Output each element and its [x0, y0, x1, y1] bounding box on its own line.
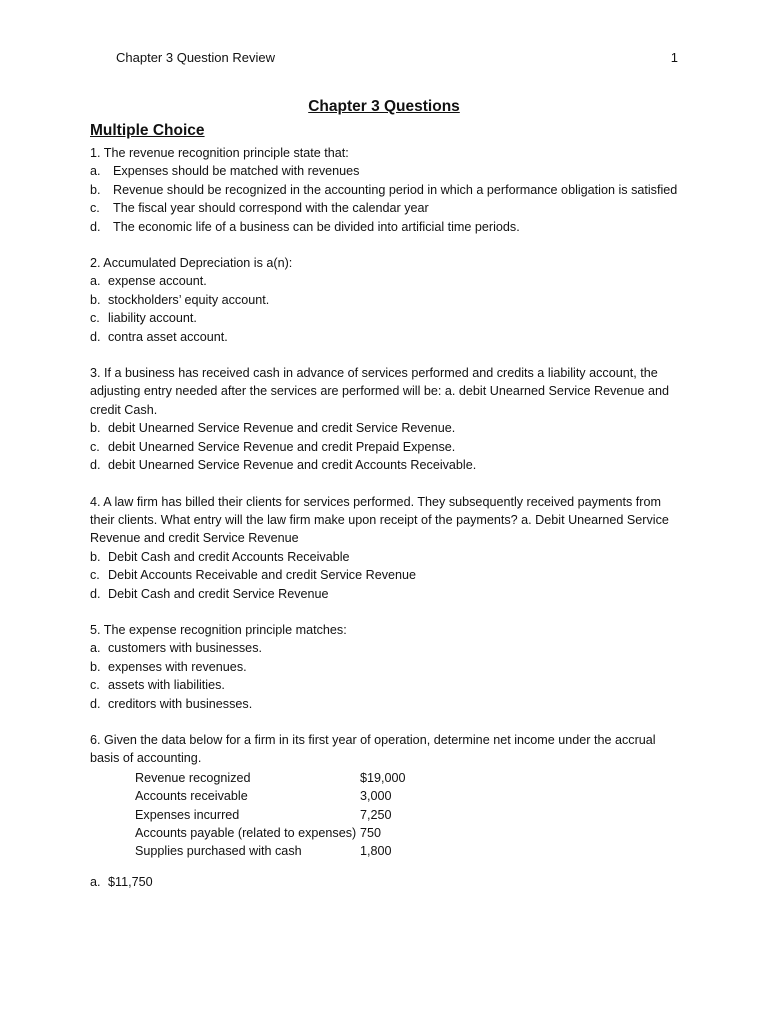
- row-label: Expenses incurred: [135, 807, 240, 822]
- option-list: [90, 639, 686, 713]
- row-value: 3,000: [360, 789, 392, 804]
- question-stem: 4. A law firm has billed their clients for services performed. They subsequently received payments from their clients. What entry will the law firm make upon receipt of the payments? a. Debit Unearned Service Revenue and credit Service Revenue: [90, 494, 669, 546]
- option-letter: d.: [90, 586, 101, 601]
- option-letter: b.: [90, 659, 101, 674]
- option-c: [90, 199, 686, 217]
- question-6: [90, 731, 686, 891]
- table-row: [135, 842, 406, 860]
- option-a: [90, 162, 686, 180]
- option-text: contra asset account.: [108, 329, 228, 344]
- option-list: [90, 419, 686, 474]
- option-letter: a.: [90, 274, 101, 289]
- question-stem: 5. The expense recognition principle matches:: [90, 622, 347, 637]
- table-row: [135, 787, 406, 805]
- option-text: liability account.: [108, 311, 197, 326]
- option-text: Debit Accounts Receivable and credit Service Revenue: [108, 568, 417, 583]
- option-list: [90, 162, 686, 236]
- option-text: assets with liabilities.: [108, 678, 225, 693]
- row-label: Accounts receivable: [135, 789, 248, 804]
- option-letter: a.: [90, 641, 101, 656]
- row-value: 1,800: [360, 844, 392, 859]
- option-b: [90, 419, 686, 437]
- row-label: Accounts payable (related to expenses): [135, 826, 357, 840]
- option-letter: c.: [90, 311, 100, 326]
- row-label: Supplies purchased with cash: [135, 844, 302, 859]
- option-text: debit Unearned Service Revenue and credit Prepaid Expense.: [108, 439, 456, 454]
- option-text: expenses with revenues.: [108, 659, 247, 674]
- option-text: creditors with businesses.: [108, 696, 253, 711]
- option-letter: a.: [90, 874, 101, 889]
- option-b: [90, 548, 686, 566]
- option-text: Revenue should be recognized in the accounting period in which a performance obligation is satisfied: [113, 182, 678, 197]
- option-letter: c.: [90, 201, 100, 216]
- page-title: Chapter 3 Questions: [308, 98, 460, 115]
- option-b: [90, 291, 686, 309]
- option-d: [90, 695, 686, 713]
- question-4: [90, 493, 686, 603]
- option-letter: c.: [90, 568, 100, 583]
- option-a: [90, 873, 686, 891]
- option-d: [90, 328, 686, 346]
- question-stem: 3. If a business has received cash in advance of services performed and credits a liability account, the adjusting entry needed after the services are performed will be: a. debit Unearned Service Revenue and credit Cash.: [90, 366, 669, 417]
- option-list: [90, 873, 686, 891]
- option-d: [90, 585, 686, 603]
- option-letter: d.: [90, 458, 101, 473]
- table-row: [135, 806, 406, 824]
- question-5: [90, 621, 686, 713]
- option-text: expense account.: [108, 274, 207, 289]
- data-table: [135, 769, 406, 861]
- running-header: Chapter 3 Question Review: [116, 50, 275, 65]
- option-c: [90, 438, 686, 456]
- question-stem: 6. Given the data below for a firm in its first year of operation, determine net income under the accrual basis of accounting.: [90, 732, 656, 766]
- option-c: [90, 309, 686, 327]
- option-text: customers with businesses.: [108, 641, 262, 656]
- page-number: 1: [670, 50, 678, 65]
- option-text: The fiscal year should correspond with the calendar year: [113, 201, 429, 216]
- option-b: [90, 658, 686, 676]
- option-text: Debit Cash and credit Accounts Receivable: [108, 549, 350, 564]
- option-d: [90, 218, 686, 236]
- option-text: Expenses should be matched with revenues: [113, 164, 360, 179]
- question-list: [90, 144, 686, 909]
- section-heading: Multiple Choice: [90, 122, 205, 139]
- option-letter: d.: [90, 329, 101, 344]
- row-label: Revenue recognized: [135, 770, 251, 785]
- option-list: [90, 272, 686, 346]
- question-3: [90, 364, 686, 474]
- option-letter: d.: [90, 696, 101, 711]
- option-a: [90, 272, 686, 290]
- option-c: [90, 676, 686, 694]
- question-2: [90, 254, 686, 346]
- question-stem: 1. The revenue recognition principle state that:: [90, 146, 349, 160]
- row-value: 7,250: [360, 807, 392, 822]
- option-b: [90, 181, 686, 199]
- option-text: debit Unearned Service Revenue and credit Service Revenue.: [108, 421, 456, 436]
- option-letter: c.: [90, 439, 100, 454]
- option-text: $11,750: [108, 874, 153, 889]
- option-letter: d.: [90, 219, 101, 234]
- option-letter: b.: [90, 421, 101, 436]
- option-letter: b.: [90, 292, 101, 307]
- option-c: [90, 566, 686, 584]
- table-row: [135, 769, 406, 787]
- option-a: [90, 639, 686, 657]
- question-stem: 2. Accumulated Depreciation is a(n):: [90, 256, 293, 271]
- option-text: debit Unearned Service Revenue and credit Accounts Receivable.: [108, 458, 477, 473]
- option-text: stockholders’ equity account.: [108, 292, 270, 307]
- option-text: The economic life of a business can be divided into artificial time periods.: [113, 219, 520, 234]
- option-letter: b.: [90, 549, 101, 564]
- option-letter: c.: [90, 678, 100, 693]
- row-value: $19,000: [360, 770, 406, 785]
- row-value: 750: [360, 826, 382, 840]
- option-text: Debit Cash and credit Service Revenue: [108, 586, 329, 601]
- option-letter: b.: [90, 182, 101, 197]
- table-row: [135, 824, 406, 842]
- option-d: [90, 456, 686, 474]
- option-letter: a.: [90, 164, 101, 179]
- option-list: [90, 548, 686, 603]
- question-1: [90, 144, 686, 236]
